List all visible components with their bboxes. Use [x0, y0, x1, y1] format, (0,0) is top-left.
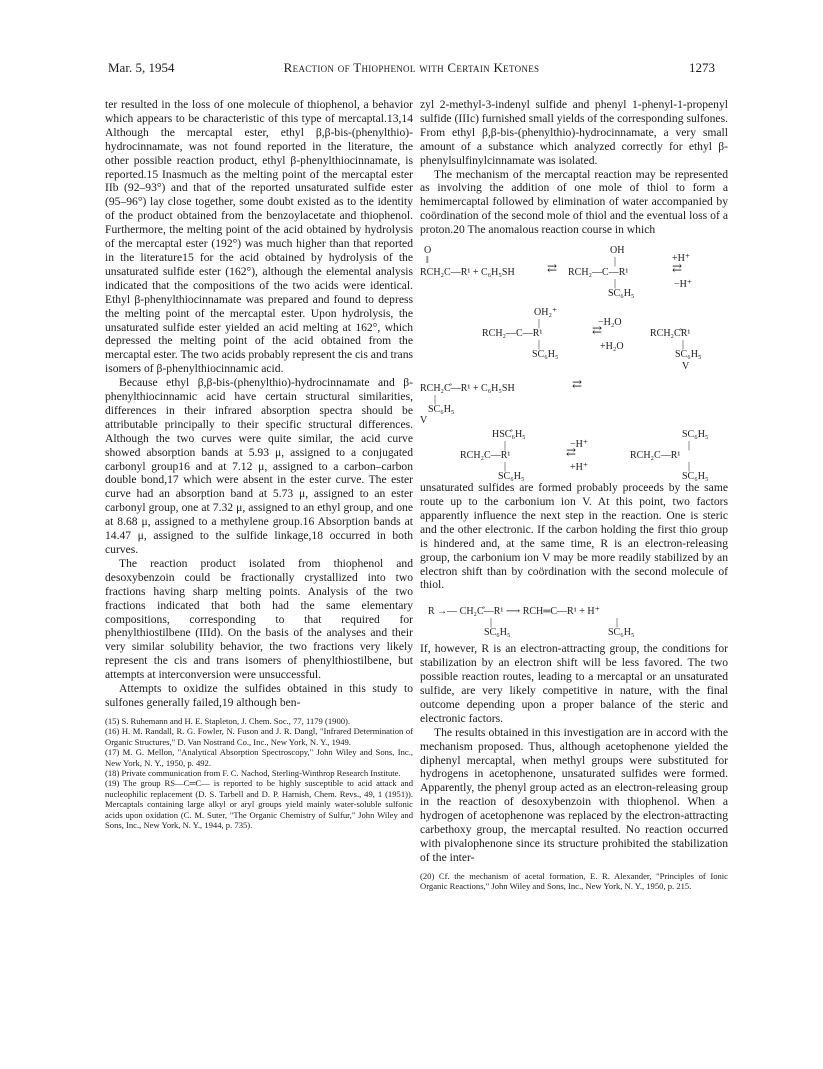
right-paragraph: unsaturated sulfides are formed probably proceeds by the same route up to the carbonium ion V. At this point, two factors apparently influence the next step in the reaction. One is steric and the other electronic. If the carbon holding the first thio group is hindered and, at the same time, R is an electron-releasing group, the carbonium ion V may be more readily stabilized by an electron shift than by coördination with the second molecule of thiol.: [420, 481, 728, 592]
scheme-text: HSC̊₆H₅: [492, 429, 526, 441]
scheme-text: OH: [610, 245, 625, 257]
scheme-text: RCH₂—C—R¹: [568, 267, 629, 279]
footnote: (15) S. Ruhemann and H. E. Stapleton, J. Chem. Soc., 77, 1179 (1900).: [105, 715, 351, 726]
scheme-text: RCH₂C̊R¹: [650, 328, 691, 340]
right-column: [420, 98, 728, 892]
scheme-text: SC₆H₅: [484, 627, 511, 639]
equilibrium-arrows: ⇄: [566, 445, 577, 460]
bond-mark: |: [682, 339, 685, 351]
footnote: (19) The group RS—C═C— is reported to be highly susceptible to acid attack and nucleophilic replacement (D. S. Tarbell and D. P. Harnish, Chem. Revs., 49, 1 (1951)). Mercaptals containing large alkyl or aryl groups yield mainly water-soluble sulfonic acids upon oxidation (C. M. Suter, "The Organic Chemistry of Sulfur," John Wiley and Sons, Inc., New York, N. Y., 1944, p. 735).: [105, 778, 413, 830]
scheme-text: V: [682, 361, 690, 373]
equilibrium-arrows: ⇄: [572, 377, 583, 392]
scheme-text: SC₆H₅: [682, 471, 709, 483]
scheme-text: RCH₂C—R¹: [630, 450, 681, 462]
scheme-text: RCH₂C—R¹: [460, 450, 511, 462]
footnote: (20) Cf. the mechanism of acetal formation, E. R. Alexander, "Principles of Ionic Organic Reactions," John Wiley and Sons, Inc., New York, N. Y., 1950, p. 215.: [420, 870, 728, 892]
left-column: [105, 98, 413, 830]
scheme-text: SC₆H₅: [608, 288, 635, 300]
running-header-date: Mar. 5, 1954: [108, 60, 175, 75]
bond-mark: |: [616, 617, 619, 629]
scheme-text: SC₆H₅: [532, 349, 559, 361]
footnote: (16) H. M. Randall, R. G. Fowler, N. Fuson and J. R. Dangl, "Infrared Determination of Organic Structures," D. Van Nostrand Co., Inc., New York, N. Y., 1949.: [105, 726, 413, 747]
electron-shift-scheme: [420, 600, 728, 642]
scheme-text: R →— CH₂C̊—R¹ ⟶ RCH═C—R¹ + H⁺: [428, 606, 600, 618]
equilibrium-arrows: ⇄: [592, 323, 603, 338]
scheme-text: SC₆H₅: [682, 429, 709, 441]
footnote: (18) Private communication from F. C. Nachod, Sterling-Winthrop Research Institute.: [105, 767, 401, 778]
reaction-scheme-2: [420, 415, 728, 481]
left-paragraph: Because ethyl β,β-bis-(phenylthio)-hydrocinnamate and β-phenylthiocinnamic acid have certain structural similarities, differences in their infrared absorption spectra should be attributable principally to their specific structural differences. Although the two curves were quite similar, the acid curve showed absorption bands at 5.93 μ, assigned to a conjugated carbonyl group16 and at 7.12 μ, assigned to a carbon–carbon double bond,17 which were absent in the ester curve. The ester curve had an absorption band at 5.73 μ, assigned to an ester carbonyl group, one at 7.32 μ, assigned to an ethyl group, and one at 8.68 μ, assigned to a methylene group.16 Absorption bands at 14.47 μ, assigned to the sulfide linkage,18 occurred in both curves.: [105, 376, 413, 556]
scheme-text: −H⁺: [674, 279, 693, 291]
double-bond-mark: ‖: [426, 255, 429, 267]
bond-mark: |: [688, 440, 691, 452]
running-header-title: Reaction of Thiophenol with Certain Ketones: [283, 60, 540, 75]
bond-mark: |: [688, 461, 691, 473]
bond-mark: |: [614, 256, 617, 268]
equilibrium-arrows: ⇄: [547, 261, 558, 276]
bond-mark: |: [614, 278, 617, 290]
footnote: (17) M. G. Mellon, "Analytical Absorption Spectroscopy," John Wiley and Sons, Inc., New York, N. Y., 1950, p. 492.: [105, 747, 413, 768]
page-number: 1273: [689, 60, 715, 75]
left-paragraph: Attempts to oxidize the sulfides obtained in this study to sulfones generally failed,19 although ben-: [105, 682, 413, 709]
right-paragraph: zyl 2-methyl-3-indenyl sulfide and phenyl 1-phenyl-1-propenyl sulfide (IIIc) furnished small yields of the corresponding sulfones. From ethyl β,β-bis-(phenylthio)-hydrocinnamate, a very small amount of a substance which analyzed correctly for ethyl β-phenylsulfinylcinnamate was isolated.: [420, 98, 728, 167]
scheme-text: RCH₂—C—R¹: [482, 328, 543, 340]
scheme-text: RCH₂C—R¹ + C₆H₅SH: [420, 267, 515, 279]
reaction-scheme: [420, 237, 728, 415]
scheme-text: +H⁺: [570, 462, 589, 474]
scheme-text: +H⁺: [672, 253, 691, 265]
left-paragraph: The reaction product isolated from thiophenol and desoxybenzoin could be fractionally crystallized into two fractions having sharp melting points. Analysis of the two fractions indicated that both had the same elementary compositions, corresponding to that required for phenylthiostilbene (IIId). On the basis of the analyses and their very similar solubility behavior, the two fractions very likely represent the cis and trans isomers of phenylthiostilbene, but attempts at interconversion were unsuccessful.: [105, 556, 413, 682]
scheme-text: OH₂⁺: [534, 307, 558, 319]
bond-mark: |: [504, 461, 507, 473]
scheme-text: −H₂O: [598, 317, 622, 329]
bond-mark: |: [490, 617, 493, 629]
scheme-text: SC₆H₅: [675, 349, 702, 361]
bond-mark: |: [434, 394, 437, 406]
right-paragraph: The mechanism of the mercaptal reaction may be represented as involving the addition of one mole of thiol to form a hemimercaptal followed by elimination of water accompanied by coördination of the second mole of thiol and the eventual loss of a proton.20 The anomalous reaction course in which: [420, 167, 728, 237]
scheme-text: +H₂O: [600, 341, 624, 353]
bond-mark: |: [538, 318, 541, 330]
scheme-text: SC₆H₅: [608, 627, 635, 639]
equilibrium-arrows: ⇄: [672, 261, 683, 276]
scheme-text: O: [424, 245, 432, 257]
scheme-text: SC₆H₅: [498, 471, 525, 483]
bond-mark: |: [538, 339, 541, 351]
scheme-text: RCH₂C̊—R¹ + C₆H₅SH: [420, 383, 515, 395]
scheme-text: V: [420, 415, 428, 427]
left-paragraph: ter resulted in the loss of one molecule of thiophenol, a behavior which appears to be characteristic of this type of mercaptal.13,14 Although the mercaptal ester, ethyl β,β-bis-(phenylthio)-hydrocinnamate, was not found reported in the literature, the other possible reaction product, ethyl β-phenylthiocinnamate, is reported.15 Inasmuch as the melting point of the mercaptal ester IIb (92–93°) and that of the reported unsaturated sulfide ester (95–96°) lay close together, some doubt existed as to the identity of the product obtained from the benzoylacetate and thiophenol. Furthermore, the melting point of the acid obtained by hydrolysis of the mercaptal ester (192°) was much higher than that reported in the literature15 for the acid obtained by hydrolysis of the unsaturated sulfide ester (162°), although the elemental analysis indicated that the compositions of the two acids were identical. Ethyl β-phenylthiocinnamate was prepared and found to depress the melting point of the mercaptal ester. Upon hydrolysis, the unsaturated sulfide ester yielded an acid melting at 162°, which depressed the melting point of the acid obtained from the mercaptal ester. The two acids probably represent the cis and trans isomers of β-phenylthiocinnamic acid.: [105, 98, 413, 376]
right-paragraph: The results obtained in this investigation are in accord with the mechanism proposed. Thus, although acetophenone yielded the diphenyl mercaptal, when methyl groups were substituted for hydrogens in acetophenone, unsaturated sulfides were formed. Apparently, the phenyl group acted as an electron-releasing group in the reaction of desoxybenzoin with thiophenol. When a hydrogen of acetophenone was replaced by the electron-attracting carbethoxy group, the mercaptal resulted. No reaction occurred with pivalophenone since its structure prohibited the stabilization of the inter-: [420, 725, 728, 864]
scheme-text: −H⁺: [570, 439, 589, 451]
bond-mark: |: [504, 440, 507, 452]
right-paragraph: If, however, R is an electron-attracting group, the conditions for stabilization by an electron shift will be less favored. The two possible reaction routes, leading to a mercaptal or an unsaturated sulfide, are very likely competitive in nature, with the final outcome depending upon a proper balance of the steric and electronic factors.: [420, 642, 728, 725]
scheme-text: SC₆H₅: [428, 404, 455, 416]
